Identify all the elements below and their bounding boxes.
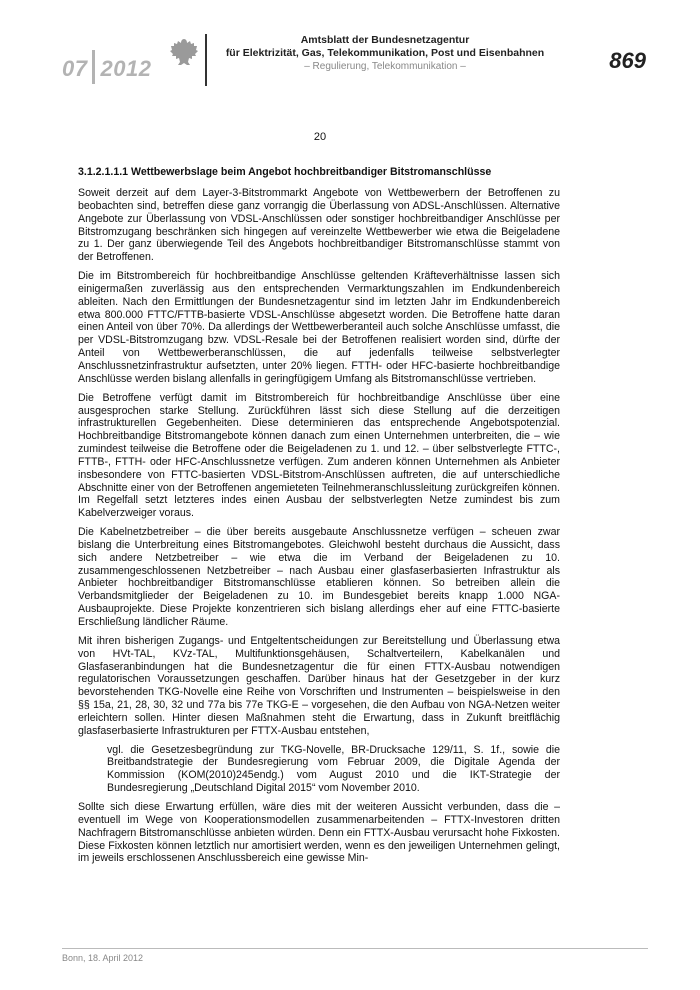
citation-paragraph: vgl. die Gesetzesbegründung zur TKG-Novelle, BR-Drucksache 129/11, S. 1f., sowie die Breitbandstrategie der Bundesregierung vom Februar 2009, die Digitale Agenda der Kommission (KOM(2010)245endg.) vom August 2010 und die IKT-Strategie der Bundesregierung „Deutschland Digital 2015“ vom November 2010. xyxy=(107,743,560,795)
header-divider xyxy=(205,34,207,86)
federal-eagle-icon xyxy=(168,36,200,72)
paragraph-4: Die Kabelnetzbetreiber – die über bereits ausgebaute Anschlussnetze verfügen – scheuen zwar bislang die Unterbreitung eines Bitstromangebotes. Gleichwohl besteht durchaus die Aussicht, dass sich andere Netzbetreiber – wie etwa die im Verband der Beigeladenen zu 10. zusammengeschlossenen Netzbetreiber – nach Ausbau einer glasfaserbasierten Infrastruktur als Anbieter hochbreitbandiger Bitstromanschlüsse etablieren können. So betreiben allein die Verbandsmitglieder der Beigeladenen zu 10. im Bundesgebiet bereits knapp 1.000 NGA-Ausbauprojekte. Diese Projekte konzentrieren sich bislang allerdings eher auf eine FTTC-basierte Erschließung ländlicher Räume. xyxy=(78,526,560,628)
issue-divider xyxy=(92,50,95,84)
agency-title xyxy=(210,34,560,59)
agency-line-1: Amtsblatt der Bundesnetzagentur xyxy=(300,34,470,46)
paragraph-3: Die Betroffene verfügt damit im Bitstrombereich für hochbreitbandige Anschlüsse über eine ausgesprochen starke Stellung. Zurückführen lässt sich diese Stellung auf die derzeitigen infrastrukturellen Gegebenheiten. Diese determinieren das entsprechende Angebotspotenzial. Hochbreitbandige Bitstromangebote können danach zum einen Unternehmen unterbreiten, die – wie zumindest teilweise die Betroffene oder die Beigeladenen zu 1. und 12. – über selbstverlegte FTTC-, FTTB-, FTTH- oder HFC-Anschlussnetze verfügen. Zum anderen können Unternehmen als Anbieter insbesondere von FTTC-basierten VDSL-Bitstrom-Anschlüssen auftreten, die auf unterschiedliche Abschnitte einer von der Betroffenen angemieteten Teilnehmeranschlussleitung zurückgreifen können. Im Regelfall setzt letzteres indes einen Ausbau der selbstverlegten Netze zumindest bis zum Kabelverzweiger voraus. xyxy=(78,391,560,520)
issue-year: 2012 xyxy=(100,56,152,81)
paragraph-2: Die im Bitstrombereich für hochbreitbandige Anschlüsse geltenden Kräfteverhältnisse lassen sich einigermaßen zuverlässig aus den entsprechenden Vermarktungszahlen im Endkundenbereich ableiten. Nach den Ermittlungen der Bundesnetzagentur sind im letzten Jahr im Endkundenbereich etwa 800.000 FTTC/FTTB-basierte VDSL-Anschlüsse abgesetzt worden. Die Betroffene hatte daran einen Anteil von über 70%. Da allerdings der Wettbewerberanteil auch solche Anschlüsse umfasst, die per VDSL-Bitstromzugang bzw. VDSL-Resale bei der Betroffenen realisiert worden sind, dürfte der Anteil von Wettbewerberanschlüssen, die auf jedenfalls teilweise selbstverlegter Anschlussnetzinfrastruktur aufsetzten, unter 20% liegen. FTTH- oder HFC-basierte hochbreitbandige Anschlüsse werden bislang allenfalls in geringfügigem Umfang als Bitstromanschlüsse vertrieben. xyxy=(78,270,560,385)
footer-divider xyxy=(62,948,648,949)
section-subtitle: – Regulierung, Telekommunikation – xyxy=(304,61,466,72)
footer-place-date: Bonn, 18. April 2012 xyxy=(62,953,144,963)
issue-number: 07 xyxy=(62,56,88,81)
page-number: 869 xyxy=(609,48,646,73)
paragraph-1: Soweit derzeit auf dem Layer-3-Bitstrommarkt Angebote von Wettbewerbern der Betroffenen zu beobachten sind, betreffen diese ganz vorrangig die Überlassung von ADSL-Anschlüssen. Alternative Angebote zur Überlassung von VDSL-Anschlüssen oder sonstiger hochbreitbandiger Anschlüsse per Bitstromzugang beschränken sich hingegen auf vereinzelte Wettbewerber wie etwa die Beigeladene zu 1. Der ganz überwiegende Teil des Angebots hochbreitbandiger Bitstromanschlüsse stammt von der Betroffenen. xyxy=(78,187,560,264)
inner-page-number: 20 xyxy=(313,131,327,143)
issue-label xyxy=(62,50,151,84)
document-body xyxy=(78,166,560,871)
paragraph-5: Mit ihren bisherigen Zugangs- und Entgeltentscheidungen zur Bereitstellung und Überlassung etwa von HVt-TAL, KVz-TAL, Multifunktionsgehäusen, Schaltverteilern, Kabelkanälen und Glasfaseranbindungen hat die Bundesnetzagentur die für einen FTTX-Ausbau notwendigen regulatorischen Voraussetzungen geschaffen. Darüber hinaus hat der Gesetzgeber in der kurz bevorstehenden TKG-Novelle eine Reihe von Vorschriften und Instrumenten – beispielsweise in den §§ 15a, 21, 28, 30, 32 und 77a bis 77e TKG-E – vorgesehen, die den Aufbau von NGA-Netzen weiter erleichtern sollen. Hinter diesen Maßnahmen steht die Erwartung, dass in Zukunft breitflächig glasfaserbasierte Infrastrukturen per FTTX-Ausbau entstehen, xyxy=(78,634,560,737)
paragraph-7: Sollte sich diese Erwartung erfüllen, wäre dies mit der weiteren Aussicht verbunden, dass die – eventuell im Wege von Kooperationsmodellen zusammenarbeitenden – FTTX-Investoren dritten Nachfragern Bitstromanschlüsse anbieten würden. Denn ein FTTX-Ausbau verursacht hohe Fixkosten. Diese Fixkosten können letztlich nur amortisiert werden, wenn es den jeweiligen Unternehmen gelingt, im jeweils erschlossenen Anschlussbereich eine gewisse Min- xyxy=(78,800,560,865)
page-header xyxy=(0,0,700,95)
section-heading: 3.1.2.1.1.1 Wettbewerbslage beim Angebot hochbreitbandiger Bitstromanschlüsse xyxy=(78,166,492,178)
agency-line-2: für Elektrizität, Gas, Telekommunikation, Post und Eisenbahnen xyxy=(225,46,545,59)
